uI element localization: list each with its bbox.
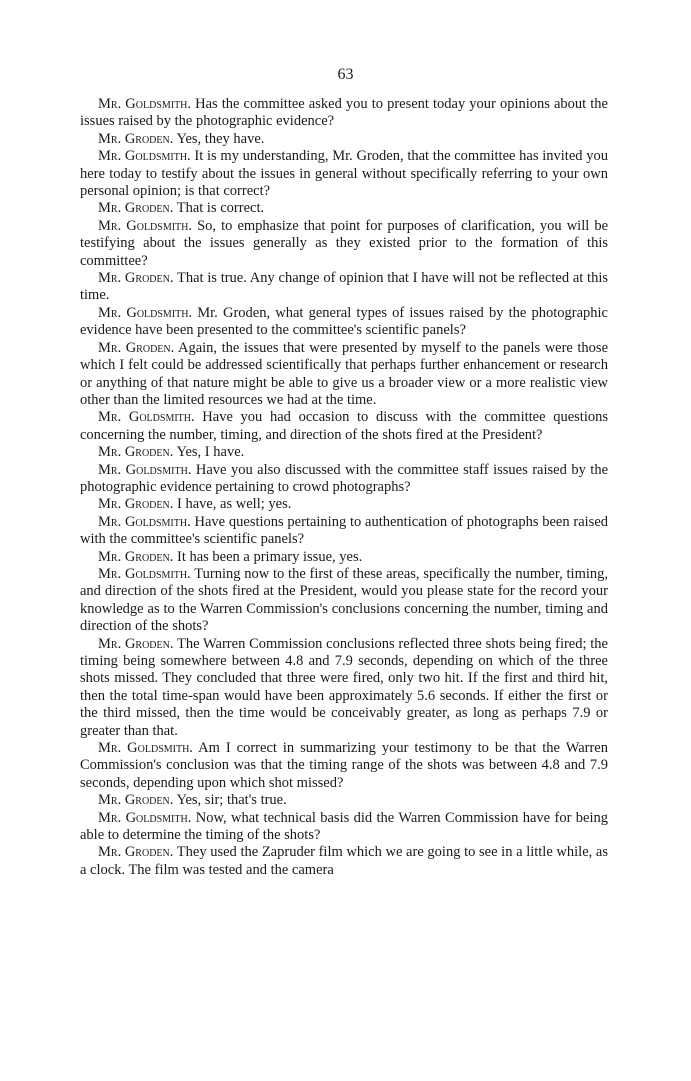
paragraph: [80, 549, 608, 566]
speaker-name: Mr. Groden.: [98, 270, 174, 287]
speaker-name: Mr. Goldsmith.: [98, 217, 193, 234]
statement: So, to emphasize that point for purposes of clarification, you will be testifying about the issues generally as they existed prior to the formation of this committee?: [80, 217, 609, 269]
speaker-name: Mr. Groden.: [98, 200, 174, 217]
statement: Have questions pertaining to authentication of photographs been raised with the committee's scientific panels?: [80, 513, 609, 548]
speaker-name: Mr. Goldsmith.: [98, 148, 191, 165]
testimony-text: [80, 96, 608, 879]
paragraph: [80, 96, 608, 131]
paragraph: [80, 305, 608, 340]
statement: Yes, I have.: [176, 444, 245, 461]
paragraph: [80, 566, 608, 636]
statement: It is my understanding, Mr. Groden, that the committee has invited you here today to testify about the issues in general without specifically referring to your own personal opinion; is that correct?: [80, 148, 608, 200]
statement: Am I correct in summarizing your testimony to be that the Warren Commission's conclusion was that the timing range of the shots was between 4.8 and 7.9 seconds, depending upon which shot missed?: [80, 740, 608, 791]
paragraph: [80, 444, 608, 461]
statement: That is true. Any change of opinion that I have will not be reflected at this time.: [80, 270, 608, 304]
statement: That is correct.: [176, 200, 265, 217]
speaker-name: Mr. Groden.: [98, 339, 175, 356]
speaker-name: Mr. Goldsmith.: [98, 740, 193, 757]
statement: Turning now to the first of these areas, specifically the number, timing, and direction of the shots fired at the President, would you please state for the record your knowledge as to the Warren Commission's conclusions concerning the number, timing and direction of the shots?: [80, 565, 609, 635]
speaker-name: Mr. Groden.: [98, 844, 174, 861]
statement: The Warren Commission conclusions reflected three shots being fired; the timing being somewhere between 4.8 and 7.9 seconds, depending on which of the three shots missed. They concluded that three were fired, only two hit. If the first and third hit, then the total time-span would have been approximately 5.6 seconds. If either the first or the third missed, then the time would be conceivably greater, as long as perhaps 7.9 or greater than that.: [80, 635, 608, 739]
speaker-name: Mr. Groden.: [98, 635, 174, 652]
paragraph: [80, 340, 608, 410]
paragraph: [80, 270, 608, 305]
speaker-name: Mr. Goldsmith.: [98, 565, 191, 582]
paragraph: [80, 131, 608, 148]
paragraph: [80, 514, 608, 549]
speaker-name: Mr. Goldsmith.: [98, 809, 192, 826]
paragraph: [80, 148, 608, 200]
speaker-name: Mr. Goldsmith.: [98, 304, 193, 321]
statement: Have you also discussed with the committee staff issues raised by the photographic evidence pertaining to crowd photographs?: [80, 461, 608, 495]
paragraph: [80, 792, 608, 809]
paragraph: [80, 496, 608, 513]
statement: They used the Zapruder film which we are going to see in a little while, as a clock. The film was tested and the camera: [80, 844, 608, 878]
speaker-name: Mr. Groden.: [98, 548, 174, 565]
paragraph: [80, 810, 608, 845]
statement: I have, as well; yes.: [176, 496, 292, 513]
paragraph: [80, 218, 608, 270]
speaker-name: Mr. Groden.: [98, 792, 174, 809]
speaker-name: Mr. Groden.: [98, 130, 174, 147]
speaker-name: Mr. Groden.: [98, 496, 174, 513]
speaker-name: Mr. Goldsmith.: [98, 513, 191, 530]
statement: Yes, sir; that's true.: [176, 792, 287, 809]
paragraph: [80, 844, 608, 879]
statement: Have you had occasion to discuss with the committee questions concerning the number, timing, and direction of the shots fired at the President?: [80, 409, 608, 443]
speaker-name: Mr. Goldsmith.: [98, 409, 195, 426]
statement: Again, the issues that were presented by myself to the panels were those which I felt could be addressed scientifically that perhaps further enhancement or research or anything of that nature might be able to give us a broader view or a more realistic view other than the limited resources we had at the time.: [80, 339, 609, 408]
page-number: 63: [337, 66, 354, 83]
statement: Has the committee asked you to present today your opinions about the issues raised by the photographic evidence?: [80, 96, 608, 130]
statement: Now, what technical basis did the Warren Commission have for being able to determine the timing of the shots?: [80, 809, 608, 844]
paragraph: [80, 740, 608, 792]
speaker-name: Mr. Goldsmith.: [98, 461, 192, 478]
statement: Yes, they have.: [176, 130, 265, 147]
paragraph: [80, 462, 608, 497]
speaker-name: Mr. Goldsmith.: [98, 96, 192, 112]
statement: Mr. Groden, what general types of issues raised by the photographic evidence have been presented to the committee's scientific panels?: [80, 304, 608, 339]
paragraph: [80, 200, 608, 217]
statement: It has been a primary issue, yes.: [176, 548, 363, 565]
paragraph: [80, 636, 608, 740]
speaker-name: Mr. Groden.: [98, 444, 174, 461]
paragraph: [80, 409, 608, 444]
